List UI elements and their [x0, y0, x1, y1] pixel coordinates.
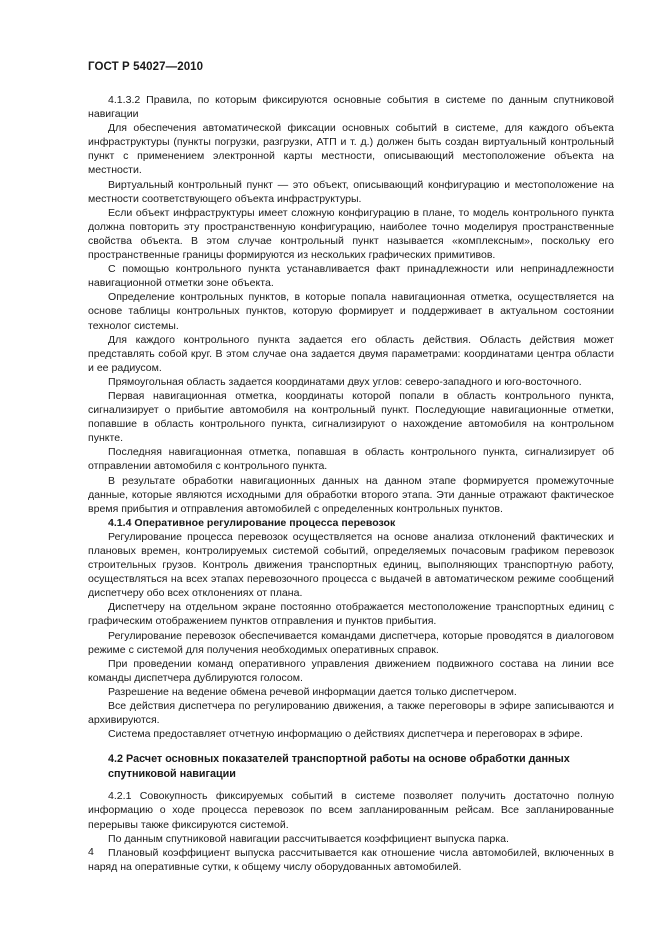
paragraph: 4.2.1 Совокупность фиксируемых событий в системе позволяет получить достаточно полную информацию о ходе процесса перевозок по всем запланированным рейсам. Все запланированные перерывы также фиксируются системой. [88, 790, 614, 831]
paragraph: Для каждого контрольного пункта задается его область действия. Область действия может представлять собой круг. В этом случае она задается двумя параметрами: координатами центра области и ее радиусом. [88, 333, 614, 374]
paragraph: Первая навигационная отметка, координаты которой попали в область контрольного пункта, сигнализирует о прибытие автомобиля на контрольный пункт. Последующие навигационные отметки, попавшие в область контрольного пункта, сигнализируют о нахождение автомобиля на контрольном пункте. [88, 389, 614, 445]
paragraph: С помощью контрольного пункта устанавливается факт принадлежности или непринадлежности навигационной отметки зоне объекта. [88, 263, 614, 290]
paragraph: Последняя навигационная отметка, попавшая в область контрольного пункта, сигнализирует об отправлении автомобиля с контрольного пункта. [88, 446, 614, 473]
paragraph: Прямоугольная область задается координатами двух углов: северо-западного и юго-восточного. [108, 375, 582, 388]
paragraph: Диспетчеру на отдельном экране постоянно отображается местоположение транспортных единиц с графическим отображением пунктов отправления и пунктов прибытия. [88, 601, 614, 628]
paragraph: Виртуальный контрольный пункт — это объект, описывающий конфигурацию и местоположение на местности соответствующего объекта инфраструктуры. [88, 178, 614, 205]
paragraph: Определение контрольных пунктов, в которые попала навигационная отметка, осуществляется на основе таблицы контрольных пунктов, которую формирует и поддерживает в актуальном состоянии технолог системы. [88, 291, 614, 332]
section-heading-4-2: 4.2 Расчет основных показателей транспортной работы на основе обработки данных спутниковой навигации [108, 753, 570, 780]
paragraph: При проведении команд оперативного управления движением подвижного состава на линии все команды диспетчера дублируются голосом. [88, 657, 614, 684]
paragraph: Регулирование процесса перевозок осуществляется на основе анализа отклонений фактических и плановых времен, контролируемых системой событий, определяемых почасовым графиком перевозок строительных грузов. Контроль движения транспортных единиц, выполняющих транспортную работу, осуществляться на всех этапах перевозочного процесса с выдачей в автоматическом режиме сообщений диспетчеру обо всех отклонениях от плана. [88, 530, 614, 600]
paragraph: Регулирование перевозок обеспечивается командами диспетчера, которые проводятся в диалоговом режиме с системой для получения необходимых оперативных справок. [88, 629, 614, 656]
page-body [88, 93, 614, 874]
paragraph: По данным спутниковой навигации рассчитывается коэффициент выпуска парка. [108, 832, 509, 845]
paragraph: В результате обработки навигационных данных на данном этапе формируется промежуточные данные, которые являются исходными для обработки второго этапа. Эти данные отражают фактическое время прибытия и отправления автомобилей с определенных контрольных пунктов. [88, 474, 614, 515]
paragraph: Разрешение на ведение обмена речевой информации дается только диспетчером. [108, 685, 517, 698]
paragraph: 4.1.3.2 Правила, по которым фиксируются основные события в системе по данным спутниковой навигации [88, 94, 614, 121]
paragraph: Для обеспечения автоматической фиксации основных событий в системе, для каждого объекта инфраструктуры (пункты погрузки, разгрузки, АТП и т. д.) должен быть создан виртуальный контрольный пункт с применением электронной карты местности, описывающий местоположение объекта на местности. [88, 122, 614, 177]
section-heading-4-1-4: 4.1.4 Оперативное регулирование процесса перевозок [108, 516, 396, 529]
paragraph: Если объект инфраструктуры имеет сложную конфигурацию в плане, то модель контрольного пункта должна повторить эту пространственную конфигурацию, наиболее точно моделируя пространственные свойства объекта. В этом случае контрольный пункт называется «комплексным», поскольку его пространственные границы формируются из нескольких графических примитивов. [88, 206, 614, 262]
paragraph: Плановый коэффициент выпуска рассчитывается как отношение числа автомобилей, включенных в наряд на оперативные сутки, к общему числу оборудованных автомобилей. [88, 846, 614, 873]
paragraph: Система предоставляет отчетную информацию о действиях диспетчера и переговорах в эфире. [108, 728, 583, 741]
page-number: 4 [88, 846, 94, 858]
paragraph: Все действия диспетчера по регулированию движения, а также переговоры в эфире записываются и архивируются. [88, 700, 614, 727]
document-header: ГОСТ Р 54027—2010 [88, 61, 204, 73]
